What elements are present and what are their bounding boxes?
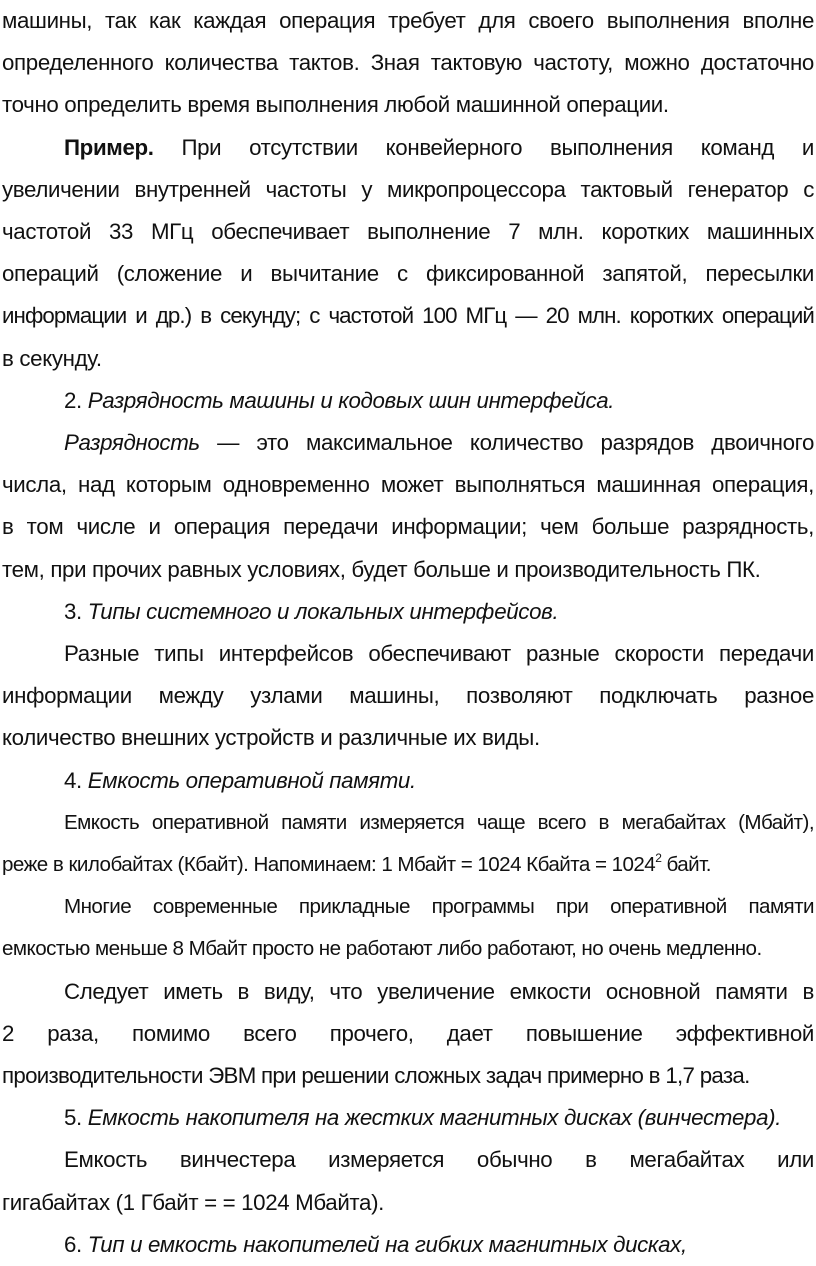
text-line: информации и др.) в секунду; с частотой 100 МГц — 20 млн. коротких операций: [2, 303, 814, 329]
item-title: Типы системного и локальных интерфейсов.: [87, 598, 559, 624]
item-number: 4.: [64, 767, 88, 793]
list-item-heading-6: [2, 1224, 814, 1266]
text-line: производительности ЭВМ при решении сложных задач примерно в 1,7 раза.: [2, 1063, 750, 1089]
text-line: [2, 1097, 814, 1139]
text-line: гигабайтах (1 Гбайт = = 1024 Мбайта).: [2, 1189, 385, 1215]
list-item-heading-5: [2, 1097, 814, 1139]
text-line: емкостью меньше 8 Мбайт просто не работают либо работают, но очень медленно.: [2, 937, 762, 961]
text-line: определенного количества тактов. Зная тактовую частоту, можно достаточно: [2, 50, 814, 76]
text-line: Разрядность — это максимальное количество разрядов двоичного: [64, 430, 814, 456]
item-title: Емкость оперативной памяти.: [87, 767, 416, 793]
paragraph-example: [2, 127, 814, 380]
list-item-heading-2: [2, 380, 814, 422]
text-line: Емкость винчестера измеряется обычно в мегабайтах или: [64, 1147, 814, 1173]
text-line: машины, так как каждая операция требует для своего выполнения вполне: [2, 8, 814, 33]
text-line: [2, 591, 814, 633]
paragraph-ram-increase: [2, 971, 814, 1098]
text-line: частотой 33 МГц обеспечивает выполнение 7 млн. коротких машинных: [2, 219, 814, 245]
list-item-heading-3: [2, 591, 814, 633]
paragraph-hdd-capacity: [2, 1139, 814, 1223]
text-line: количество внешних устройств и различные их виды.: [2, 725, 540, 751]
paragraph-ram-capacity: [2, 802, 814, 886]
text-line: Пример. При отсутствии конвейерного выполнения команд и: [64, 134, 814, 160]
text-line: 2 раза, помимо всего прочего, дает повышение эффективной: [2, 1020, 814, 1046]
text-line: увеличении внутренней частоты у микропроцессора тактовый генератор с: [2, 176, 814, 202]
item-number: 6.: [64, 1231, 88, 1257]
paragraph-bit-width: [2, 422, 814, 591]
item-number: 3.: [64, 598, 88, 624]
text-line: числа, над которым одновременно может выполняться машинная операция,: [2, 472, 814, 498]
text-line: операций (сложение и вычитание с фиксированной запятой, пересылки: [2, 261, 814, 287]
text-line: Многие современные прикладные программы при оперативной памяти: [64, 895, 814, 919]
list-item-heading-4: [2, 760, 814, 802]
paragraph-applications: [2, 886, 814, 970]
text-line: Емкость оперативной памяти измеряется чаще всего в мегабайтах (Мбайт),: [64, 810, 814, 834]
item-number: 2.: [64, 387, 88, 413]
item-title: Тип и емкость накопителей на гибких магнитных дисках,: [87, 1231, 687, 1257]
paragraph-continuation: [2, 0, 814, 127]
item-title: Разрядность машины и кодовых шин интерфейса.: [87, 387, 615, 413]
text-line: точно определить время выполнения любой машинной операции.: [2, 92, 669, 118]
superscript: 2: [655, 851, 662, 866]
text-line: [2, 380, 814, 422]
text-line: в секунду.: [2, 345, 102, 371]
term: Разрядность: [64, 430, 200, 456]
text-line: [2, 1224, 814, 1266]
text-line: Следует иметь в виду, что увеличение емкости основной памяти в: [64, 978, 814, 1004]
text-line: [2, 760, 814, 802]
paragraph-interfaces: [2, 633, 814, 760]
example-label: Пример.: [64, 134, 154, 160]
text-line: в том числе и операция передачи информации; чем больше разрядность,: [2, 514, 814, 540]
text-line: информации между узлами машины, позволяют подключать разное: [2, 683, 814, 709]
text-line: Разные типы интерфейсов обеспечивают разные скорости передачи: [64, 641, 814, 667]
text-line: реже в килобайтах (Кбайт). Напоминаем: 1 Мбайт = 1024 Кбайта = $1024^2$ байт.: [2, 851, 711, 877]
item-title: Емкость накопителя на жестких магнитных дисках (винчестера).: [87, 1105, 782, 1131]
text-line: тем, при прочих равных условиях, будет больше и производительность ПК.: [2, 556, 761, 582]
item-number: 5.: [64, 1105, 88, 1131]
